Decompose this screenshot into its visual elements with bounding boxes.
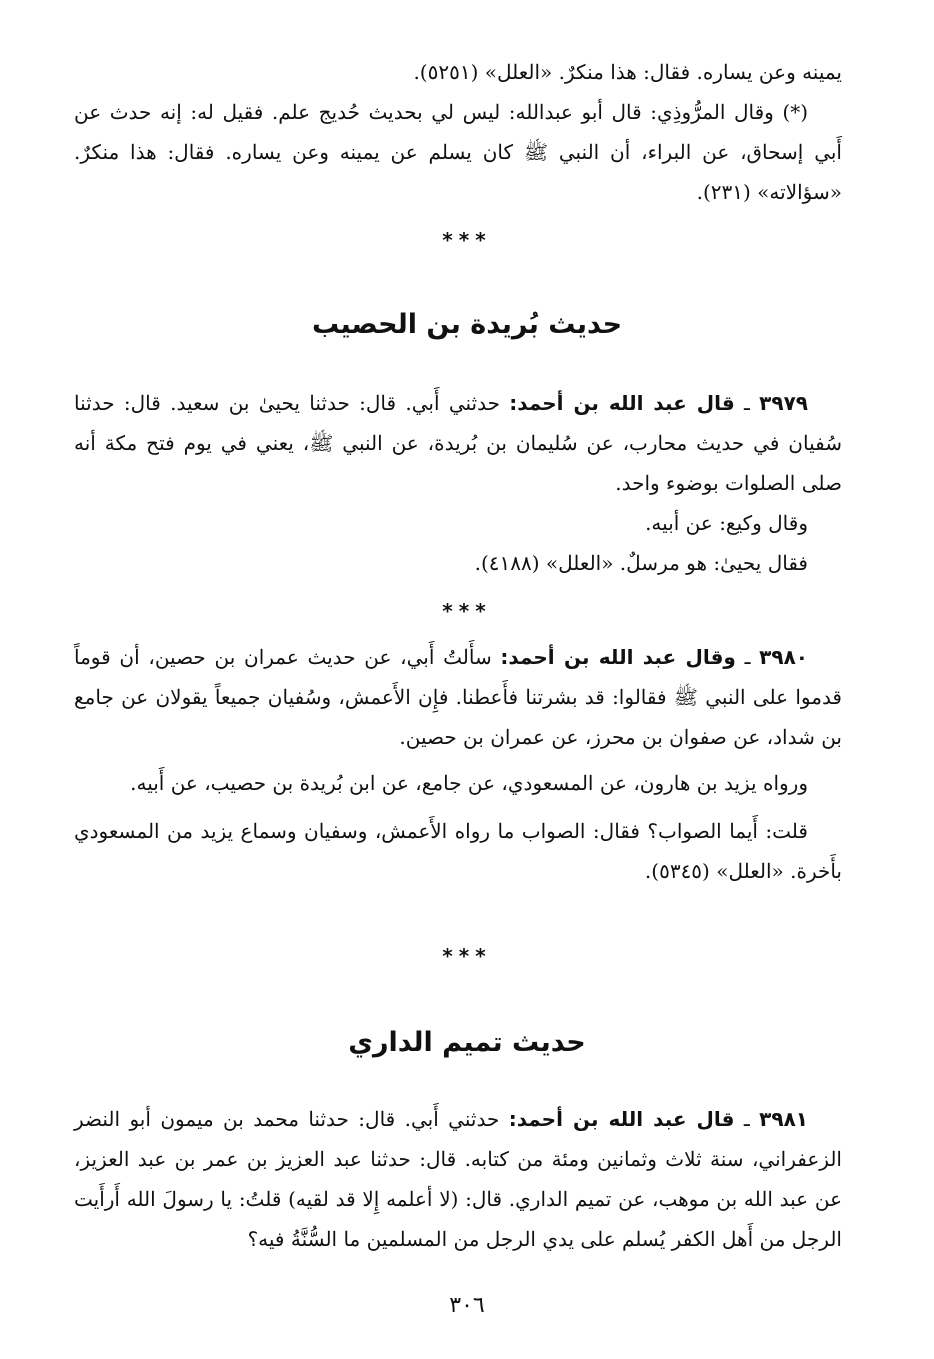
section-heading-buraydah: حديث بُريدة بن الحصيب — [311, 309, 623, 340]
hadith-3979 — [74, 383, 842, 583]
hadith-3980 — [74, 637, 842, 891]
hadith-paragraph — [74, 1099, 842, 1259]
hadith-paragraph — [74, 383, 842, 503]
hadith-line: قلت: أَيما الصواب؟ فقال: الصواب ما رواه الأَعمش، وسفيان وسماع يزيد من المسعودي بأَخرة. «العلل» (٥٣٤٥). — [74, 819, 842, 883]
hadith-line: وقال وكيع: عن أبيه. — [645, 511, 808, 535]
hadith-speaker: قال عبد الله بن أحمد: — [508, 1107, 735, 1131]
hadith-paragraph — [74, 637, 842, 757]
top-section — [74, 52, 842, 212]
hadith-speaker: قال عبد الله بن أحمد: — [509, 391, 735, 415]
footnote-paragraph: (*) وقال المرُّوذِي: قال أبو عبدالله: ليس لي بحديث حُديج علم. فقيل له: إنه حدث عن أَبي إسحاق، عن البراء، أن النبي ﷺ كان يسلم عن يمينه وعن يساره. فقال: هذا منكرٌ. «سؤالاته» (٢٣١). — [74, 100, 842, 204]
continuation-paragraph: يمينه وعن يساره. فقال: هذا منكرٌ. «العلل» (٥٢٥١). — [413, 60, 842, 84]
hadith-dash: ـ — [734, 391, 760, 415]
hadith-line: ورواه يزيد بن هارون، عن المسعودي، عن جامع، عن ابن بُريدة بن حصيب، عن أَبيه. — [130, 771, 808, 795]
hadith-line: فقال يحيىٰ: هو مرسلٌ. «العلل» (٤١٨٨). — [474, 551, 808, 575]
hadith-dash: ـ — [735, 645, 760, 669]
hadith-number: ٣٩٧٩ — [759, 391, 808, 415]
hadith-dash: ـ — [734, 1107, 760, 1131]
hadith-3981 — [74, 1099, 842, 1259]
hadith-number: ٣٩٨١ — [759, 1107, 808, 1131]
hadith-speaker: وقال عبد الله بن أحمد: — [500, 645, 736, 669]
section-separator: *** — [442, 944, 492, 968]
hadith-text: حدثني أَبي. قال: حدثنا يحيىٰ بن سعيد. قال: حدثنا سُفيان في حديث محارب، عن سُليمان بن بُريدة، عن النبي ﷺ، يعني في يوم فتح مكة أنه صلى الصلوات بوضوء واحد. — [74, 391, 842, 495]
hadith-number: ٣٩٨٠ — [759, 645, 808, 669]
section-separator: *** — [442, 228, 492, 252]
hadith-text: سأَلتُ أَبي، عن حديث عمران بن حصين، أن قوماً قدموا على النبي ﷺ فقالوا: قد بشرتنا فأَعطنا. فإِن الأَعمش، وسُفيان جميعاً يقولان عن جامع بن شداد، عن صفوان بن محرز، عن عمران بن حصين. — [74, 645, 842, 749]
section-separator: *** — [442, 599, 492, 623]
page-number: ٣٠٦ — [449, 1293, 485, 1318]
section-heading-tamim: حديث تميم الداري — [348, 1027, 586, 1058]
hadith-text: حدثني أَبي. قال: حدثنا محمد بن ميمون أبو النضر الزعفراني، سنة ثلاث وثمانين ومئة من كتابه. قال: حدثنا عبد العزيز بن عمر بن عبد العزيز، عن عبد الله بن موهب، عن تميم الداري. قال: (لا أعلمه إِلا قد لقيه) قلتُ: يا رسولَ الله أَرأَيت الرجل من أَهل الكفر يُسلم على يدي الرجل من المسلمين ما السُّنَّةُ فيه؟ — [74, 1107, 843, 1251]
